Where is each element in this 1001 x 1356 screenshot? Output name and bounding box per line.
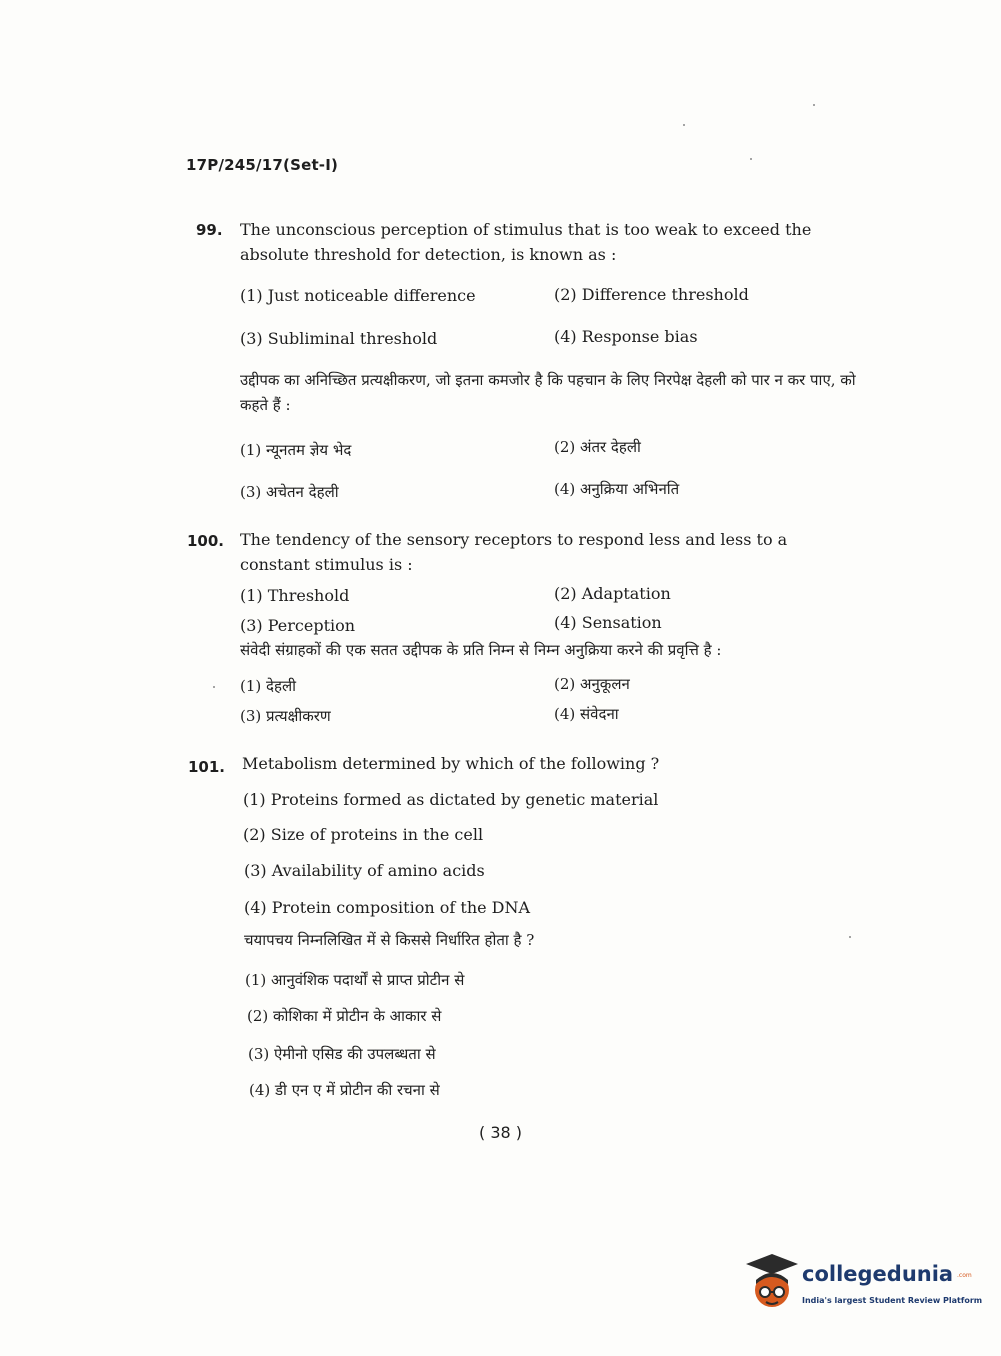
question-text-en: The unconscious perception of stimulus that is too weak to exceed the absolute threshold for detection, is known as : — [240, 220, 812, 264]
question-number: 100. — [187, 532, 225, 550]
option-en-2: (2) Size of proteins in the cell — [243, 825, 484, 844]
question-number: 99. — [196, 221, 223, 239]
option-hi-2: (2) अंतर देहली — [554, 438, 641, 456]
option-hi-2: (2) अनुकूलन — [554, 675, 630, 693]
question-text-en: The tendency of the sensory receptors to respond less and less to a constant stimulus is : — [240, 530, 788, 574]
option-en-2: (2) Adaptation — [554, 584, 671, 603]
scan-speck — [750, 158, 752, 160]
option-hi-1: (1) देहली — [240, 677, 297, 695]
option-hi-4: (4) संवेदना — [554, 705, 619, 723]
option-hi-2: (2) कोशिका में प्रोटीन के आकार से — [247, 1007, 442, 1025]
option-hi-3: (3) ऐमीनो एसिड की उपलब्धता से — [248, 1045, 436, 1063]
question-text-en: Metabolism determined by which of the following ? — [242, 754, 660, 773]
scan-speck — [213, 686, 215, 688]
page-number: ( 38 ) — [478, 1123, 522, 1142]
collegedunia-logo[interactable] — [742, 1250, 983, 1314]
option-en-1: (1) Proteins formed as dictated by genetic material — [243, 790, 659, 809]
option-en-3: (3) Subliminal threshold — [240, 329, 438, 348]
logo-wordmark: collegedunia — [802, 1262, 954, 1286]
option-en-3: (3) Perception — [240, 616, 356, 635]
option-hi-1: (1) आनुवंशिक पदार्थों से प्राप्त प्रोटीन से — [245, 971, 465, 989]
question-number: 101. — [188, 758, 226, 776]
option-hi-4: (4) अनुक्रिया अभिनति — [554, 480, 680, 498]
option-en-1: (1) Just noticeable difference — [240, 286, 476, 305]
logo-tagline: India's largest Student Review Platform — [802, 1296, 983, 1305]
option-hi-4: (4) डी एन ए में प्रोटीन की रचना से — [249, 1081, 440, 1099]
option-en-3: (3) Availability of amino acids — [244, 861, 485, 880]
scan-speck — [683, 124, 685, 126]
scan-speck — [813, 104, 815, 106]
question-text-hi: चयापचय निम्नलिखित में से किससे निर्धारित होता है ? — [244, 931, 535, 949]
paper-code: 17P/245/17(Set-I) — [186, 156, 339, 174]
question-text-hi: संवेदी संग्राहकों की एक सतत उद्दीपक के प्रति निम्न से निम्न अनुक्रिया करने की प्रवृत्ति है : — [240, 641, 722, 659]
option-hi-3: (3) अचेतन देहली — [240, 483, 339, 501]
option-en-4: (4) Response bias — [554, 327, 698, 346]
question-text-hi: उद्दीपक का अनिच्छित प्रत्यक्षीकरण, जो इतना कमजोर है कि पहचान के लिए निरपेक्ष देहली को पार न कर पाए, को कहते हैं : — [240, 371, 856, 414]
option-en-2: (2) Difference threshold — [554, 285, 749, 304]
option-en-1: (1) Threshold — [240, 586, 350, 605]
option-hi-3: (3) प्रत्यक्षीकरण — [240, 707, 331, 725]
mascot-icon — [742, 1250, 800, 1312]
option-en-4: (4) Sensation — [554, 613, 662, 632]
scan-speck — [849, 936, 851, 938]
option-hi-1: (1) न्यूनतम ज्ञेय भेद — [240, 441, 352, 459]
logo-suffix: .com — [957, 1272, 972, 1279]
option-en-4: (4) Protein composition of the DNA — [244, 898, 531, 917]
